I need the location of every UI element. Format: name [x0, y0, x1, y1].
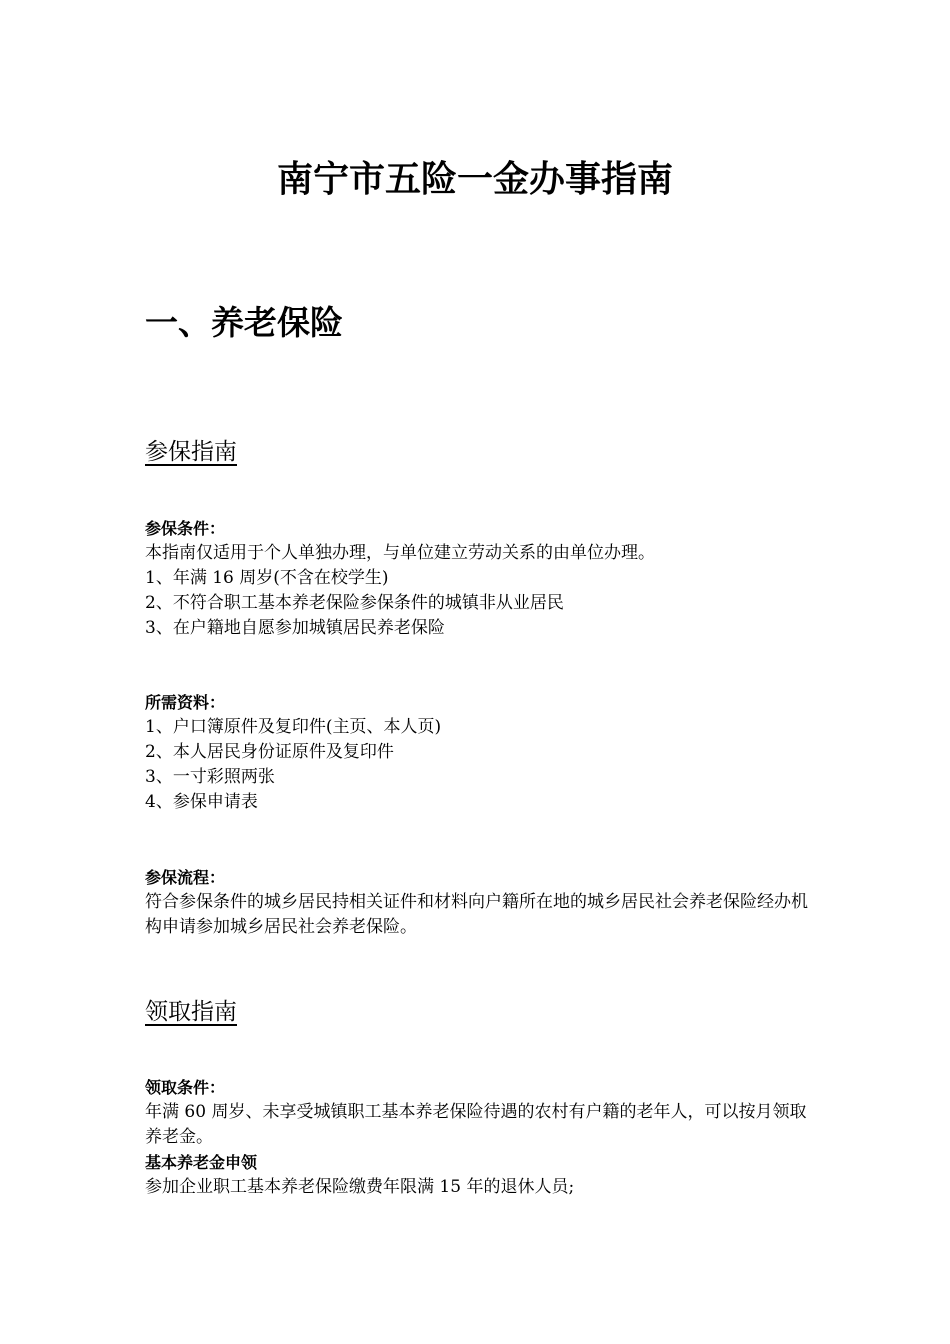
basic-pension-label: 基本养老金申领 — [145, 1153, 258, 1172]
enroll-materials-label: 所需资料： — [145, 693, 226, 712]
chapter-title: 一、养老保险 — [145, 303, 343, 342]
list-item: 3、在户籍地自愿参加城镇居民养老保险 — [145, 618, 445, 638]
list-item: 4、参保申请表 — [145, 792, 258, 812]
section-title-enroll: 参保指南 — [145, 439, 237, 465]
list-item: 3、一寸彩照两张 — [145, 767, 275, 787]
enroll-conditions-label: 参保条件： — [145, 519, 226, 538]
enroll-conditions-intro: 本指南仅适用于个人单独办理，与单位建立劳动关系的由单位办理。 — [145, 543, 655, 563]
list-item: 2、本人居民身份证原件及复印件 — [145, 742, 394, 762]
claim-conditions-text: 年满 60 周岁、未享受城镇职工基本养老保险待遇的农村有户籍的老年人，可以按月领取养老金。 — [145, 1102, 807, 1147]
enroll-process-block — [145, 865, 815, 940]
claim-conditions-block — [145, 1075, 815, 1200]
section-title-claim: 领取指南 — [145, 999, 237, 1025]
document-title: 南宁市五险一金办事指南 — [276, 159, 673, 200]
claim-conditions-label: 领取条件： — [145, 1078, 226, 1097]
enroll-conditions-block — [145, 516, 815, 641]
list-item: 2、不符合职工基本养老保险参保条件的城镇非从业居民 — [145, 593, 564, 613]
enroll-process-text: 符合参保条件的城乡居民持相关证件和材料向户籍所在地的城乡居民社会养老保险经办机构申请参加城乡居民社会养老保险。 — [145, 892, 808, 937]
list-item: 1、户口簿原件及复印件(主页、本人页) — [145, 717, 442, 737]
enroll-process-label: 参保流程： — [145, 868, 226, 887]
enroll-materials-block — [145, 690, 815, 815]
list-item: 1、年满 16 周岁(不含在校学生) — [145, 568, 389, 588]
basic-pension-text: 参加企业职工基本养老保险缴费年限满 15 年的退休人员; — [145, 1177, 575, 1197]
